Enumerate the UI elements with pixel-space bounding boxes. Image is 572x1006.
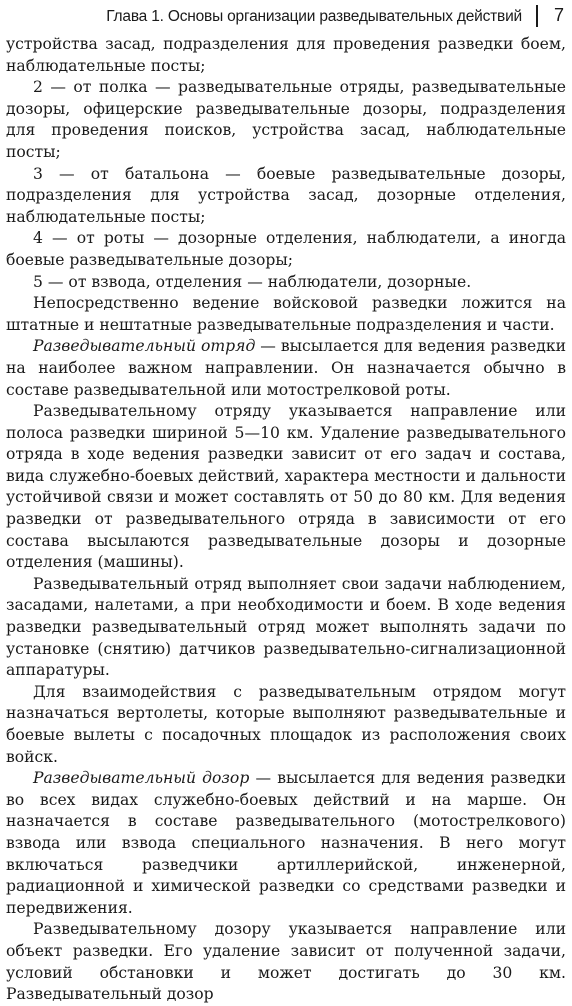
paragraph <box>6 272 566 294</box>
paragraph <box>6 34 566 77</box>
paragraph <box>6 336 566 401</box>
running-header <box>0 0 572 34</box>
paragraph <box>6 768 566 919</box>
paragraph-text: Разведывательному дозору указывается направление или объект разведки. Его удаление зависит от полученной задачи, условий обстановки и может достигать до 30 км. Разведывательный дозор <box>6 920 566 1004</box>
paragraph <box>6 401 566 574</box>
chapter-title: Глава 1. Основы организации разведывательных действий <box>106 8 522 25</box>
paragraph <box>6 164 566 229</box>
paragraph <box>6 293 566 336</box>
paragraph-text: 2 — от полка — разведывательные отряды, разведывательные дозоры, офицерские разведывательные дозоры, подразделения для проведения поисков, устройства засад, наблюдательные посты; <box>6 78 566 161</box>
header-separator <box>536 5 538 27</box>
term: Разведывательный дозор <box>33 769 250 788</box>
paragraph-text: Для взаимодействия с разведывательным отрядом могут назначаться вертолеты, которые выполняют разведывательные и боевые вылеты с посадочных площадок из расположения своих войск. <box>6 682 566 766</box>
paragraph <box>6 228 566 271</box>
paragraph <box>6 919 566 1005</box>
page-number: 7 <box>553 5 564 25</box>
paragraph <box>6 77 566 163</box>
paragraph <box>6 574 566 682</box>
paragraph-text: устройства засад, подразделения для проведения разведки боем, наблюдательные посты; <box>6 35 566 75</box>
term: Разведывательный отряд <box>33 337 256 356</box>
paragraph-text: Разведывательный отряд выполняет свои задачи наблюдением, засадами, налетами, а при необходимости и боем. В ходе ведения разведки разведывательный отряд может выполнять задачи по установке (снятию) датчиков разведывательно-сигнализационной аппаратуры. <box>6 574 566 680</box>
body-text <box>6 34 566 1006</box>
paragraph-text: — высылается для ведения разведки во всех видах служебно-боевых действий и на марше. Он назначается в составе разведывательного (мотострелкового) взвода или взвода специального назначения. В него могут включаться разведчики артиллерийской, инженерной, радиационной и химической разведки со средствами разведки и передвижения. <box>6 769 566 917</box>
paragraph-text: Непосредственно ведение войсковой разведки ложится на штатные и нештатные разведывательные подразделения и части. <box>6 294 566 334</box>
paragraph-text: 4 — от роты — дозорные отделения, наблюдатели, а иногда боевые разведывательные дозоры; <box>6 229 566 269</box>
paragraph-text: — высылается для ведения разведки на наиболее важном направлении. Он назначается обычно в составе разведывательной или мотострелковой роты. <box>6 337 567 399</box>
paragraph <box>6 682 566 768</box>
paragraph-text: 3 — от батальона — боевые разведывательные дозоры, подразделения для устройства засад, дозорные отделения, наблюдательные посты; <box>6 164 566 226</box>
paragraph-text: Разведывательному отряду указывается направление или полоса разведки шириной 5—10 км. Удаление разведывательного отряда в ходе ведения разведки зависит от его задач и состава, вида служебно-боевых действий, характера местности и дальности устойчивой связи и может составлять от 50 до 80 км. Для ведения разведки от разведывательного отряда в зависимости от его состава высылаются разведывательные дозоры и дозорные отделения (машины). <box>6 402 566 572</box>
paragraph-text: 5 — от взвода, отделения — наблюдатели, дозорные. <box>33 272 472 291</box>
